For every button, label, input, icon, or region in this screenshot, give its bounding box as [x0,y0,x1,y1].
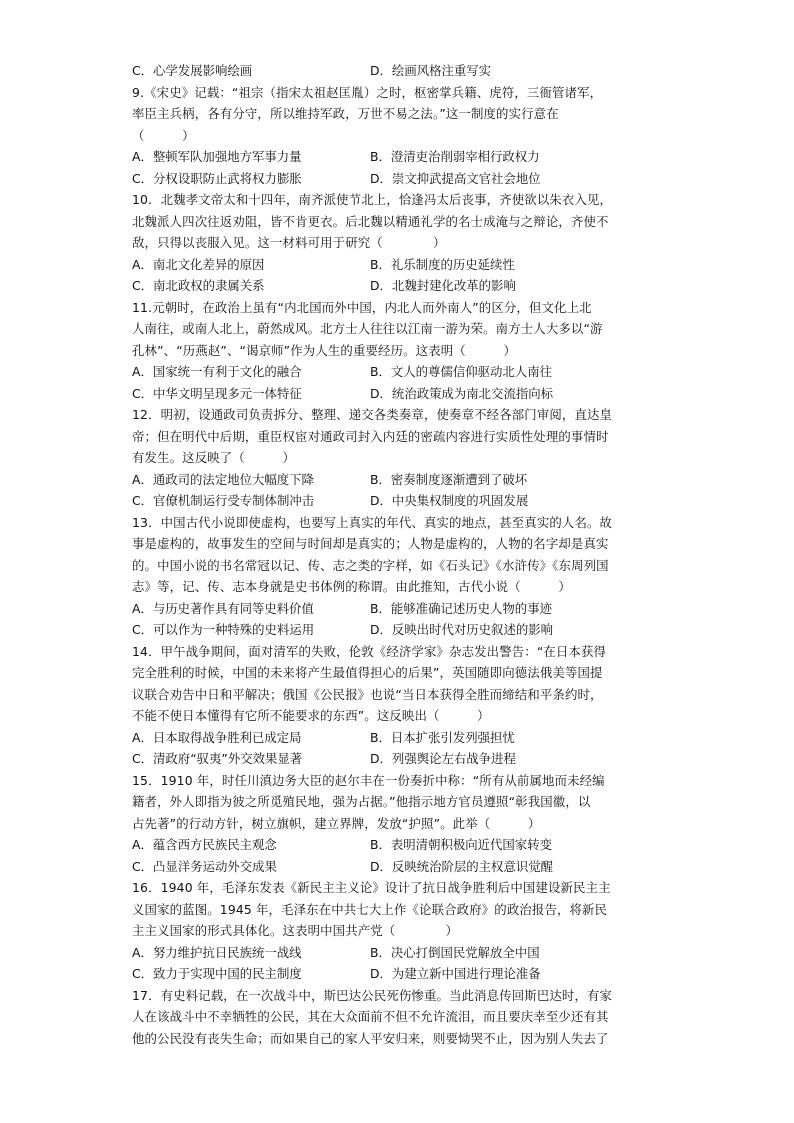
option-row [132,727,664,749]
question-stem-line: 籍者，外人即指为彼之所觅殖民地，强为占据。”他指示地方官员遵照“彰我国徽，以 [132,794,591,809]
question-14 [132,641,664,770]
option-row [132,942,664,964]
option-d: D．反映统治阶层的主权意识觉醒 [370,858,554,874]
option-b: B．澄清吏治削弱宰相行政权力 [370,149,540,164]
question-stem-line: 11.元朝时，在政治上虽有“内北国而外中国，内北人而外南人”的区分，但文化上北 [132,299,592,315]
question-stem-line: 有发生。这反映了（ ） [132,450,296,465]
option-a: A．日本取得战争胜利已成定局 [132,729,302,745]
exam-page [132,60,664,1049]
question-stem-line: 议联合劝告中日和平解决；俄国《公民报》也说“当日本获得全胜而缔结和平条约时， [132,686,603,702]
question-stem-line: 14．甲午战争期间，面对清军的失败，伦敦《经济学家》杂志发出警告：“在日本获得 [132,643,607,659]
question-stem-line: 15．1910 年，时任川滇边务大臣的赵尔丰在一份奏折中称：“所有从前属地而未经编 [132,772,605,788]
option-a: A．国家统一有利于文化的融合 [132,364,302,379]
question-stem-line: 9.《宋史》记载：“祖宗（指宋太祖赵匡胤）之时，枢密掌兵籍、虎符，三衙管诸军， [132,84,603,100]
option-c: C．南北政权的隶属关系 [132,278,265,293]
option-row [132,361,664,383]
option-a: A．通政司的法定地位大幅度下降 [132,471,314,487]
question-12 [132,404,664,512]
option-c: C．可以作为一种特殊的史料运用 [132,622,315,637]
option-c: C．凸显洋务运动外交成果 [132,858,277,874]
option-d: D．北魏封建化改革的影响 [370,278,516,293]
option-row [132,469,664,491]
question-stem-line: 他的公民没有丧失生命；而如果自己的家人平安归来，则要恸哭不止，因为别人失去了 [132,1030,609,1046]
option-c: C．心学发展影响绘画 [132,63,253,78]
question-stem-line: 占先著”的行动方针，树立旗帜，建立界牌，发放“护照”。此举（ ） [132,815,541,831]
option-b: B．文人的尊儒信仰驱动北人南往 [370,364,552,379]
question-stem-line: 主主义国家的形式具体化。这表明中国共产党（ ） [132,923,459,938]
option-a: A．蕴含西方民族民主观念 [132,837,277,852]
option-a: A．南北文化差异的原因 [132,256,265,272]
option-d: D．中央集权制度的巩固发展 [370,493,529,508]
option-row [132,275,664,297]
question-stem-line: 人在该战斗中不幸牺牲的公民，其在大众面前不但不允许流泪，而且要庆幸至少还有其 [132,1009,609,1024]
question-stem-line: 13．中国古代小说即使虚构，也要写上真实的年代、真实的地点，甚至真实的人名。故 [132,514,613,530]
option-d: D．绘画风格注重写实 [370,63,492,78]
question-stem-line: 17．有史料记载，在一次战斗中，斯巴达公民死伤惨重。当此消息传回斯巴达时，有家 [132,987,613,1003]
question-10 [132,189,664,297]
option-b: B．礼乐制度的历史延续性 [370,256,515,272]
question-stem-line: 率臣主兵柄，各有分守，所以维持军政，万世不易之法。”这一制度的实行意在 [132,106,559,121]
question-stem-line: 帝；但在明代中后期，重臣权宦对通政司封入内廷的密疏内容进行实质性处理的事情时 [132,428,609,444]
option-row [132,146,664,168]
question-stem-line: 的。中国小说的书名常冠以记、传、志之类的字样，如《石头记》《水浒传》《东周列国 [132,557,609,573]
question-stem-line: 敌，只得以丧服入见。这一材料可用于研究（ ） [132,235,446,250]
option-d: D．为建立新中国进行理论准备 [370,966,541,981]
option-a: A．与历史著作具有同等史料价值 [132,600,314,616]
option-d: D．崇文抑武提高文官社会地位 [370,170,541,186]
option-b: B．决心打倒国民党解放全中国 [370,944,540,960]
option-c: C．致力于实现中国的民主制度 [132,966,302,981]
question-stem-line: 不能不使日本懂得有它所不能要求的东西”。这反映出（ ） [132,708,490,723]
question-stem-line: 12．明初，设通政司负责拆分、整理、递交各类奏章，使奏章不经各部门审阅，直达皇 [132,407,613,422]
option-c: C．中华文明呈现多元一体特征 [132,385,302,401]
option-b: B．日本扩张引发列强担忧 [370,729,515,745]
option-row [132,254,664,276]
question-stem-line: 完全胜利的时候，中国的未来将产生最值得担心的后果”，英国随即向德法俄美等国提 [132,665,603,680]
option-b: B．表明清朝积极向近代国家转变 [370,837,552,852]
question-17 [132,985,664,1050]
question-stem-line: 10．北魏孝文帝太和十四年，南齐派使节北上，恰逢冯太后丧事，齐使欲以朱衣入见， [132,192,613,207]
option-row [132,748,664,770]
question-stem-line: 北魏派人四次往返劝阻，皆不肯更衣。后北魏以精通礼学的名士成淹与之辩论，齐使不 [132,213,609,229]
question-stem-line: 16．1940 年，毛泽东发表《新民主主义论》设计了抗日战争胜利后中国建设新民主主 [132,880,611,895]
question-11 [132,297,664,405]
question-16 [132,877,664,985]
option-c: C．分权设职防止武将权力膨胀 [132,170,302,186]
option-row [132,168,664,190]
question-9 [132,82,664,190]
question-list [132,82,664,1050]
option-b: B．密奏制度逐渐遭到了破坏 [370,471,528,487]
option-row [132,834,664,856]
question-15 [132,770,664,878]
question-stem-line: 义国家的蓝图。1945 年，毛泽东在中共七大上作《论联合政府》的政治报告，将新民 [132,901,608,917]
question-stem-line: 人南往，或南人北上，蔚然成风。北方士人往往以江南一游为荣。南方士人大多以“游 [132,321,603,336]
option-row [132,963,664,985]
option-d: D．列强舆论左右战争进程 [370,751,516,766]
option-row [132,598,664,620]
question-stem-line: （ ） [132,127,195,143]
option-row [132,60,664,82]
question-13 [132,512,664,641]
option-b: B．能够准确记述历史人物的事迹 [370,600,552,616]
option-row [132,383,664,405]
option-a: A．整顿军队加强地方军事力量 [132,149,302,164]
option-a: A．努力维护抗日民族统一战线 [132,944,302,960]
option-c: C．官僚机制运行受专制体制冲击 [132,493,315,508]
option-row [132,856,664,878]
option-d: D．统治政策成为南北交流指向标 [370,385,554,401]
option-d: D．反映出时代对历史叙述的影响 [370,622,554,637]
option-c: C．清政府“驭夷”外交效果显著 [132,751,303,766]
option-row [132,619,664,641]
question-stem-line: 孔林”、“历燕赵”、“谒京师”作为人生的重要经历。这表明（ ） [132,342,516,358]
option-row [132,490,664,512]
question-stem-line: 志》等，记、传、志本身就是史书体例的称谓。由此推知，古代小说（ ） [132,579,571,594]
question-stem-line: 事是虚构的，故事发生的空间与时间却是真实的；人物是虚构的，人物的名字却是真实 [132,536,609,551]
